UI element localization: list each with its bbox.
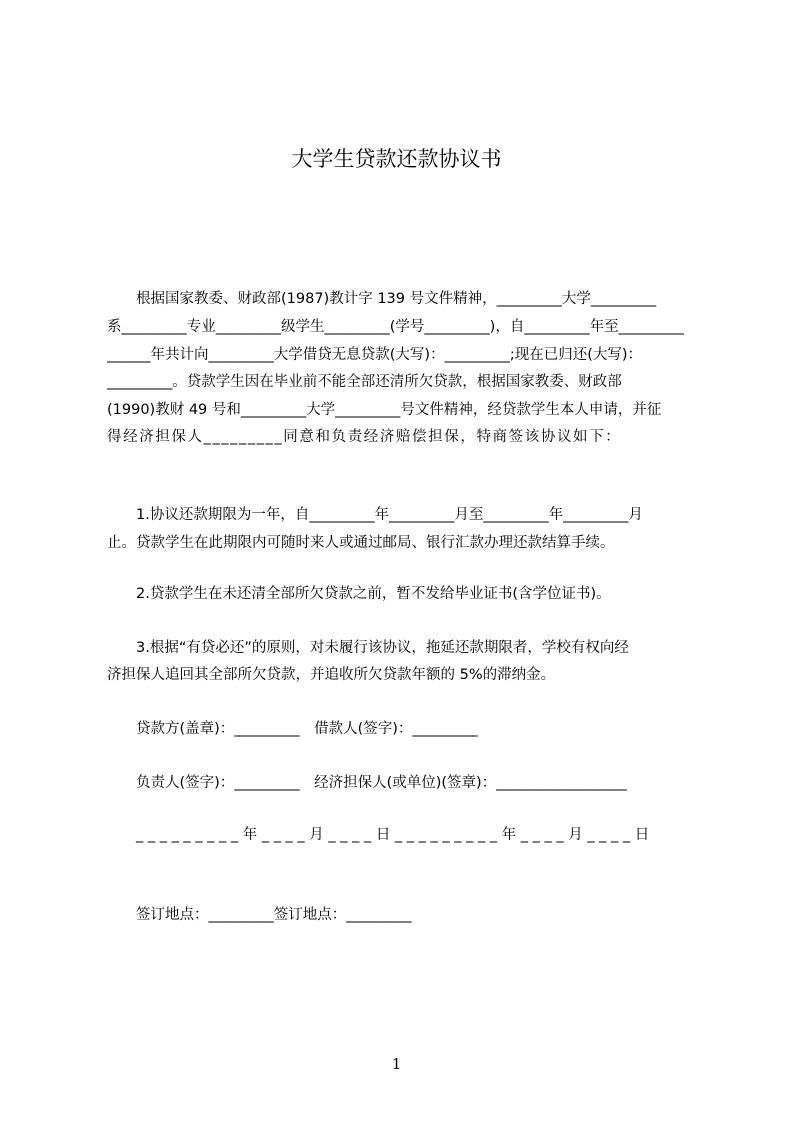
- intro-line-3: ______年共计向_________大学借贷无息贷款(大写)：_________;现在已归还(大写)：: [107, 347, 643, 363]
- clause-2: 2.贷款学生在未还清全部所欠贷款之前，暂不发给毕业证书(含学位证书)。: [107, 586, 611, 602]
- intro-line-4: _________。贷款学生因在毕业前不能全部还清所欠贷款，根据国家教委、财政部: [107, 374, 622, 390]
- date-line: _ _ _ _ _ _ _ _ _ 年 _ _ _ _ 月 _ _ _ _ 日 _ _ _ _ _ _ _ _ _ 年 _ _ _ _ 月 _ _ _ _ 日: [107, 827, 650, 843]
- signature-line-guarantor: 负责人(签字)：_________ 经济担保人(或单位)(签章)：__________________: [107, 775, 627, 791]
- intro-line-1: 根据国家教委、财政部(1987)教计字 139 号文件精神，_________大学_________: [107, 291, 657, 307]
- page-number: 1: [391, 1055, 402, 1073]
- intro-line-6: 得经济担保人_________同意和负责经济赔偿担保，特商签该协议如下：: [107, 429, 622, 445]
- clause-1-line-1: 1.协议还款期限为一年，自_________年_________月至_________年_________月: [107, 507, 643, 523]
- signing-place-line: 签订地点：_________签订地点：_________: [107, 907, 412, 923]
- signature-line-lender-borrower: 贷款方(盖章)：_________ 借款人(签字)：_________: [107, 721, 478, 737]
- clause-1-line-2: 止。贷款学生在此期限内可随时来人或通过邮局、银行汇款办理还款结算手续。: [107, 535, 615, 551]
- clause-3-line-2: 济担保人追回其全部所欠贷款，并追收所欠贷款年额的 5%的滞纳金。: [107, 667, 556, 683]
- clause-3-line-1: 3.根据“有贷必还”的原则，对未履行该协议，拖延还款期限者，学校有权向经: [107, 640, 629, 656]
- intro-line-2: 系_________专业_________级学生_________(学号_________)，自_________年至_________: [107, 319, 684, 335]
- intro-line-5: (1990)教财 49 号和_________大学_________号文件精神，经贷款学生本人申请，并征: [107, 402, 662, 418]
- document-title: 大学生贷款还款协议书: [291, 147, 502, 171]
